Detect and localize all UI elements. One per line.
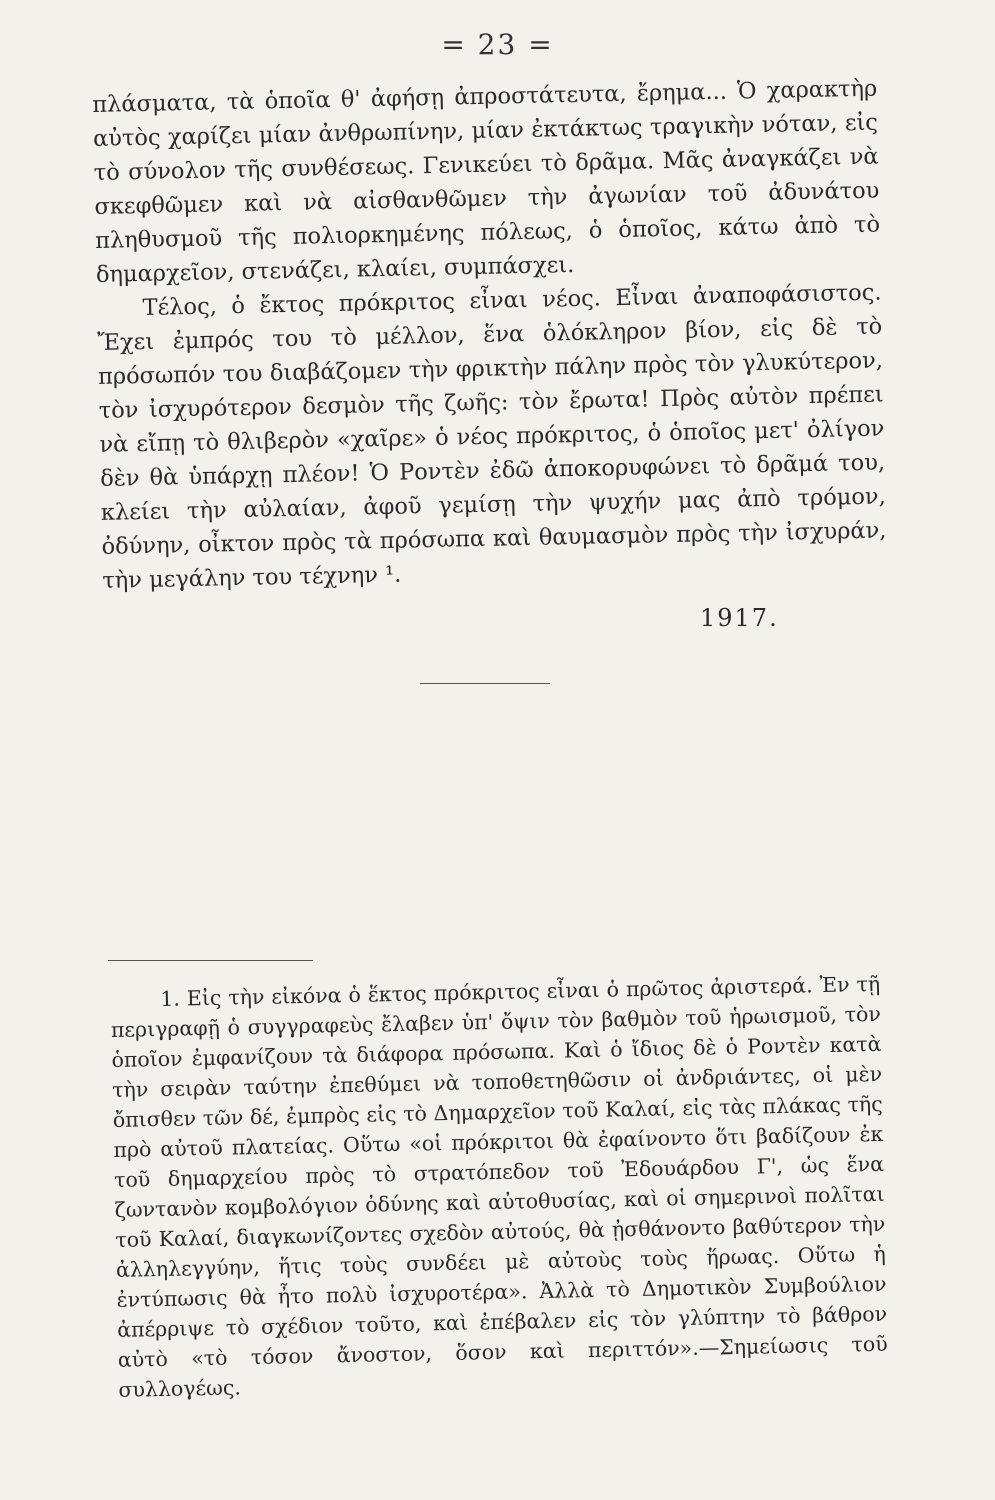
section-divider [420, 683, 550, 684]
footnote [110, 969, 889, 1405]
footnote-divider [108, 960, 313, 961]
date: 1917. [700, 604, 779, 632]
paragraph-2: Τέλος, ὁ ἔκτος πρόκριτος εἶναι νέος. Εἶναι ἀναποφάσιστος. Ἔχει ἐμπρός του τὸ μέλλον, ἕνα ὁλόκληρον βίον, εἰς δὲ τὸ πρόσωπόν του διαβάζομεν τὴν φρικτὴν πάλην πρὸς τὸν γλυκύτερον, τὸν ἰσχυρότερον δεσμὸν τῆς ζωῆς: τὸν ἔρωτα! Πρὸς αὐτὸν πρέπει νὰ εἴπῃ τὸ θλιβερὸν «χαῖρε» ὁ νέος πρόκριτος, ὁ ὁποῖος μετ' ὀλίγον δὲν θὰ ὑπάρχῃ πλέον! Ὁ Ροντὲν ἐδῶ ἀποκορυφώνει τὸ δρᾶμά του, κλείει τὴν αὐλαίαν, ἀφοῦ γεμίσῃ τὴν ψυχήν μας ἀπὸ τρόμον, ὀδύνην, οἶκτον πρὸς τὰ πρόσωπα καὶ θαυμασμὸν πρὸς τὴν ἰσχυράν, τὴν μεγάλην του τέχνην ¹. [97, 279, 887, 594]
footnote-text: 1. Εἰς τὴν εἰκόνα ὁ ἕκτος πρόκριτος εἶναι ὁ πρῶτος ἀριστερά. Ἐν τῇ περιγραφῇ ὁ συγγραφεὺς ἔλαβεν ὑπ' ὄψιν τὸν βαθμὸν τοῦ ἡρωισμοῦ, τὸν ὁποῖον ἐμφανίζουν τὰ διάφορα πρόσωπα. Καὶ ὁ ἴδιος δὲ ὁ Ροντὲν κατὰ τὴν σειρὰν ταύτην ἐπεθύμει νὰ τοποθετηθῶσιν οἱ ἀνδριάντες, οἱ μὲν ὄπισθεν τῶν δέ, ἐμπρὸς εἰς τὸ Δημαρχεῖον τοῦ Καλαί, εἰς τὰς πλάκας τῆς πρὸ αὐτοῦ πλατείας. Οὕτω «οἱ πρόκριτοι θὰ ἐφαίνοντο ὅτι βαδίζουν ἐκ τοῦ δημαρχείου πρὸς τὸ στρατόπεδον τοῦ Ἐδουάρδου Γ', ὡς ἕνα ζωντανὸν κομβολόγιον ὀδύνης καὶ αὐτοθυσίας, καὶ οἱ σημερινοὶ πολῖται τοῦ Καλαί, διαγκωνίζοντες σχεδὸν αὐτούς, θὰ ᾐσθάνοντο βαθύτερον τὴν ἀλληλεγγύην, ἥτις τοὺς συνδέει μὲ αὐτοὺς τοὺς ἥρωας. Οὕτω ἡ ἐντύπωσις θὰ ἦτο πολὺ ἰσχυροτέρα». Ἀλλὰ τὸ Δημοτικὸν Συμβούλιον ἀπέρριψε τὸ σχέδιον τοῦτο, καὶ ἐπέβαλεν εἰς τὸν γλύπτην τὸ βάθρον αὐτὸ «τὸ τόσον ἄνοστον, ὅσον καὶ περιττόν».—Σημείωσις τοῦ συλλογέως. [110, 971, 888, 1402]
main-text [92, 72, 888, 598]
page-number: = 23 = [441, 28, 554, 61]
paragraph-1: πλάσματα, τὰ ὁποῖα θ' ἀφήσῃ ἀπροστάτευτα, ἔρημα... Ὁ χαρακτὴρ αὐτὸς χαρίζει μίαν ἀνθρωπίνην, μίαν ἐκτάκτως τραγικὴν νόταν, εἰς τὸ σύνολον τῆς συνθέσεως. Γενικεύει τὸ δρᾶμα. Μᾶς ἀναγκάζει νὰ σκεφθῶμεν καὶ νὰ αἰσθανθῶμεν τὴν ἀγωνίαν τοῦ ἀδυνάτου πληθυσμοῦ τῆς πολιορκημένης πόλεως, ὁ ὁποῖος, κάτω ἀπὸ τὸ δημαρχεῖον, στενάζει, κλαίει, συμπάσχει. [92, 75, 881, 288]
